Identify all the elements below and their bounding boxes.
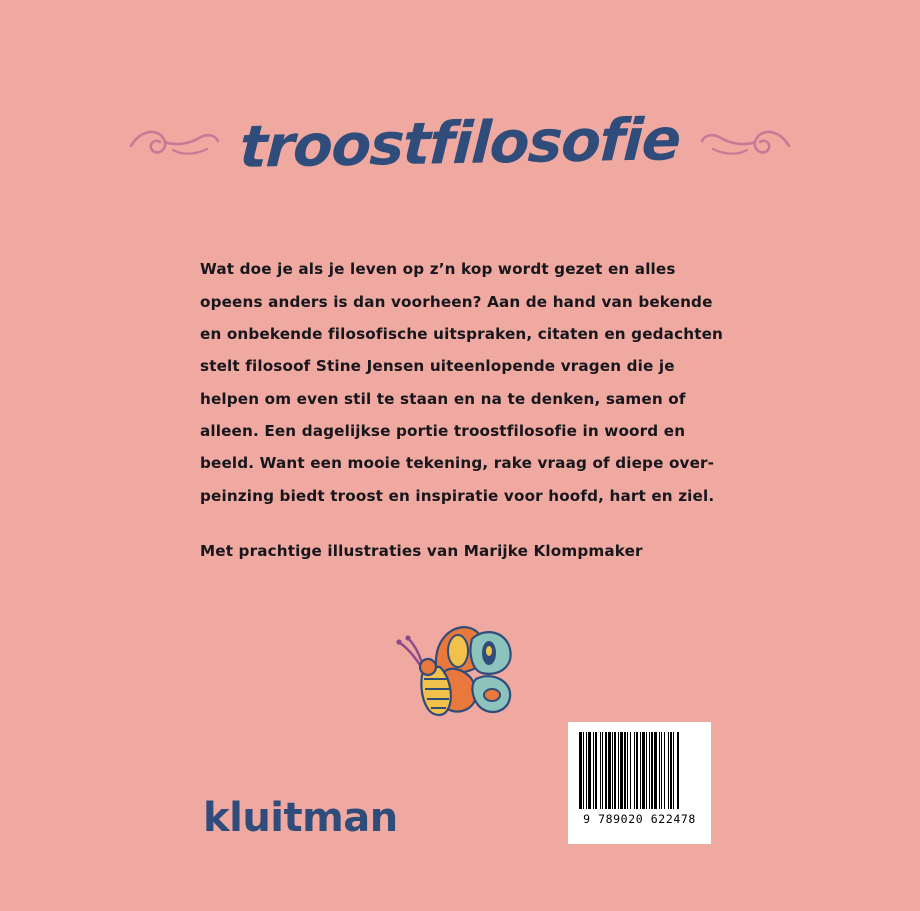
blurb-text: Wat doe je als je leven op z’n kop wordt gezet en alles opeens anders is dan voorheen? Aan de hand van bekende en onbekende filosofische uitspraken, citaten en gedachten stelt filosoof Stine Jensen uiteenlopende vragen die je helpen om even stil te staan en na te denken, samen of alleen. Een dagelijkse portie troostfilosofie in woord en beeld. Want een mooie tekening, rake vraag of diepe over-peinzing biedt troost en inspiratie voor hoofd, hart en ziel. [200, 260, 724, 505]
barcode-number: 9 789020 622478 [583, 812, 696, 826]
flourish-right-icon [698, 116, 793, 171]
barcode-bars [579, 732, 701, 809]
publisher-logo: kluitman [203, 795, 398, 841]
page-title: troostfilosofie [238, 105, 682, 181]
butterfly-illustration-icon [380, 605, 540, 740]
barcode [568, 722, 711, 844]
illustrator-credit: Met prachtige illustraties van Marijke Klompmaker [200, 542, 643, 561]
title-block [0, 88, 920, 198]
flourish-left-icon [127, 116, 222, 171]
